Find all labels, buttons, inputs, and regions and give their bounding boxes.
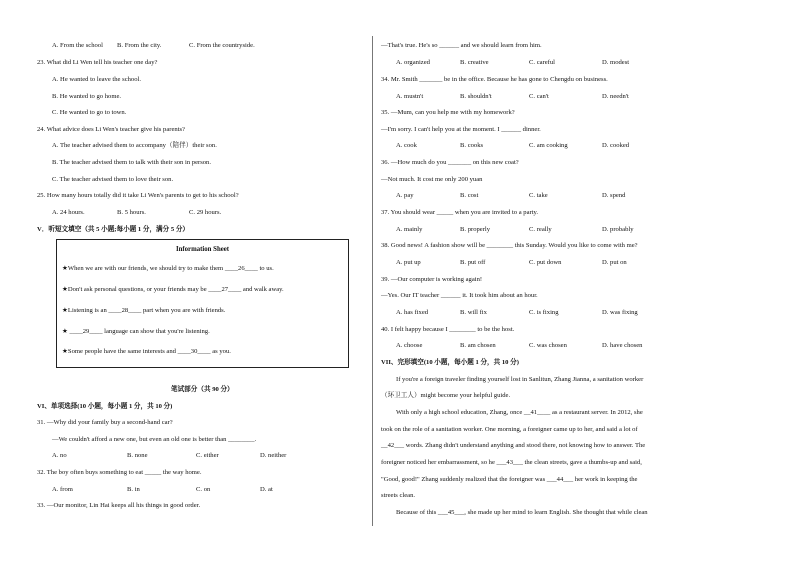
q25-option-b: B. 5 hours.: [117, 209, 146, 216]
q38-option-d: D. put on: [602, 259, 627, 266]
q35-option-b: B. cooks: [460, 142, 484, 149]
info-item-26: ★When we are with our friends, we should try to make them ____26____ to us.: [62, 265, 274, 272]
q40-option-c: C. was chosen: [529, 342, 567, 349]
q32-option-a: A. from: [52, 486, 73, 493]
info-item-28: ★Listening is an ____28____ part when you are with friends.: [62, 307, 226, 314]
passage-line: If you're a foreign traveler finding yourself lost in Sanlitun, Zhang Jianna, a sanitation worker: [396, 376, 644, 383]
information-sheet: [56, 239, 349, 368]
q34-option-b: B. shouldn't: [460, 93, 492, 100]
q37-stem: 37. You should wear _____ when you are invited to a party.: [381, 209, 539, 216]
q22-option-a: A. From the school: [52, 42, 103, 49]
q38-option-a: A. put up: [396, 259, 421, 266]
q35-option-d: D. cooked: [602, 142, 630, 149]
q25-stem: 25. How many hours totally did it take Li Wen's parents to get to his school?: [37, 192, 239, 199]
q38-option-b: B. put off: [460, 259, 486, 266]
written-part-title: 笔试部分（共 90 分）: [171, 386, 234, 393]
q24-option-b: B. The teacher advised them to talk with their son in person.: [52, 159, 212, 166]
q40-stem: 40. I felt happy because I ________ to be the host.: [381, 326, 515, 333]
q33-option-b: B. creative: [460, 59, 489, 66]
q31-stem: 31. —Why did your family buy a second-hand car?: [37, 419, 173, 426]
q24-option-c: C. The teacher advised them to love their son.: [52, 176, 174, 183]
q34-stem: 34. Mr. Smith _______ be in the office. Because he has gone to Chengdu on business.: [381, 76, 608, 83]
info-item-29: ★ ____29____ language can show that you're listening.: [62, 328, 210, 335]
q39-option-c: C. is fixing: [529, 309, 559, 316]
q35-option-c: C. am cooking: [529, 142, 568, 149]
q39-option-a: A. has fixed: [396, 309, 429, 316]
q32-option-c: C. on: [196, 486, 211, 493]
right-column: [376, 0, 794, 562]
section-6-title: VI、单项选择(10 小题，每小题 1 分，共 10 分): [37, 403, 173, 410]
q31-option-d: D. neither: [260, 452, 287, 459]
q40-option-d: D. have chosen: [602, 342, 643, 349]
q37-option-a: A. mainly: [396, 226, 423, 233]
q23-stem: 23. What did Li Wen tell his teacher one day?: [37, 59, 158, 66]
passage-line: streets clean.: [381, 492, 416, 499]
q31-option-b: B. none: [127, 452, 148, 459]
q33-option-a: A. organized: [396, 59, 430, 66]
q35-option-a: A. cook: [396, 142, 417, 149]
q36-stem-reply: —Not much. It cost me only 200 yuan: [381, 176, 483, 183]
q38-option-c: C. put down: [529, 259, 562, 266]
q33-option-d: D. modest: [602, 59, 630, 66]
q35-stem-reply: —I'm sorry. I can't help you at the moment. I ______ dinner.: [381, 126, 541, 133]
q23-option-a: A. He wanted to leave the school.: [52, 76, 141, 83]
q40-option-b: B. am chosen: [460, 342, 496, 349]
q37-option-b: B. properly: [460, 226, 491, 233]
q34-option-a: A. mustn't: [396, 93, 424, 100]
q22-option-b: B. From the city.: [117, 42, 162, 49]
q37-option-d: D. probably: [602, 226, 634, 233]
q25-option-c: C. 29 hours.: [189, 209, 222, 216]
info-item-27: ★Don't ask personal questions, or your friends may be ____27____ and walk away.: [62, 286, 284, 293]
information-sheet-title: Information Sheet: [175, 246, 230, 253]
q39-option-b: B. will fix: [460, 309, 487, 316]
q33-option-c: C. careful: [529, 59, 555, 66]
q36-option-c: C. take: [529, 192, 548, 199]
q39-stem: 39. —Our computer is working again!: [381, 276, 483, 283]
q34-option-c: C. can't: [529, 93, 549, 100]
q24-stem: 24. What advice does Li Wen's teacher give his parents?: [37, 126, 185, 133]
q24-option-a: A. The teacher advised them to accompany（陪伴）their son.: [52, 142, 217, 149]
passage-line: （环卫工人）might become your helpful guide.: [381, 392, 511, 399]
column-divider: [372, 36, 373, 526]
q38-stem: 38. Good news! A fashion show will be ________ this Sunday. Would you like to come with me?: [381, 242, 638, 249]
q31-option-c: C. either: [196, 452, 219, 459]
q33-stem: 33. —Our monitor, Lin Hai keeps all his things in good order.: [37, 502, 201, 509]
q23-option-b: B. He wanted to go home.: [52, 93, 122, 100]
q35-stem: 35. —Mum, can you help me with my homework?: [381, 109, 515, 116]
q36-option-d: D. spend: [602, 192, 626, 199]
q39-option-d: D. was fixing: [602, 309, 638, 316]
q36-option-b: B. cost: [460, 192, 479, 199]
q36-stem: 36. —How much do you _______ on this new coat?: [381, 159, 519, 166]
q32-stem: 32. The boy often buys something to eat _____ the way home.: [37, 469, 202, 476]
q31-option-a: A. no: [52, 452, 67, 459]
q40-option-a: A. choose: [396, 342, 423, 349]
left-column: [0, 0, 372, 562]
info-item-30: ★Some people have the same interests and ____30____ as you.: [62, 348, 231, 355]
q39-stem-reply: —Yes. Our IT teacher ______ it. It took him about an hour.: [381, 292, 538, 299]
q33-stem-reply: —That's true. He's so ______ and we should learn from him.: [381, 42, 542, 49]
q23-option-c: C. He wanted to go to town.: [52, 109, 127, 116]
section-5-title: V．听短文填空（共 5 小题;每小题 1 分，满分 5 分）: [37, 226, 190, 233]
q37-option-c: C. really: [529, 226, 552, 233]
q31-stem-reply: —We couldn't afford a new one, but even an old one is better than ________.: [52, 436, 257, 443]
q22-option-c: C. From the countryside.: [189, 42, 255, 49]
section-7-title: VII、完形填空(10 小题，每小题 1 分，共 10 分): [381, 359, 519, 366]
passage-line: With only a high school education, Zhang, once __41____ as a restaurant server. In 2012, she: [396, 409, 643, 416]
q32-option-b: B. in: [127, 486, 140, 493]
passage-line: "Good, good!" Zhang suddenly realized that the foreigner was ___44___ her work in keeping the: [381, 476, 638, 483]
passage-line: foreigner noticed her embarrassment, so he ___43___ the clean streets, gave a thumbs-up and said,: [381, 459, 642, 466]
q32-option-d: D. at: [260, 486, 273, 493]
q36-option-a: A. pay: [396, 192, 414, 199]
passage-line: took on the role of a sanitation worker. One morning, a foreigner came up to her, and said a lot of: [381, 426, 638, 433]
q25-option-a: A. 24 hours.: [52, 209, 85, 216]
q34-option-d: D. needn't: [602, 93, 629, 100]
passage-line: Because of this ___45___, she made up her mind to learn English. She thought that while clean: [396, 509, 648, 516]
passage-line: __42___ words. Zhang didn't understand anything and stood there, not knowing how to answer. The: [381, 442, 646, 449]
